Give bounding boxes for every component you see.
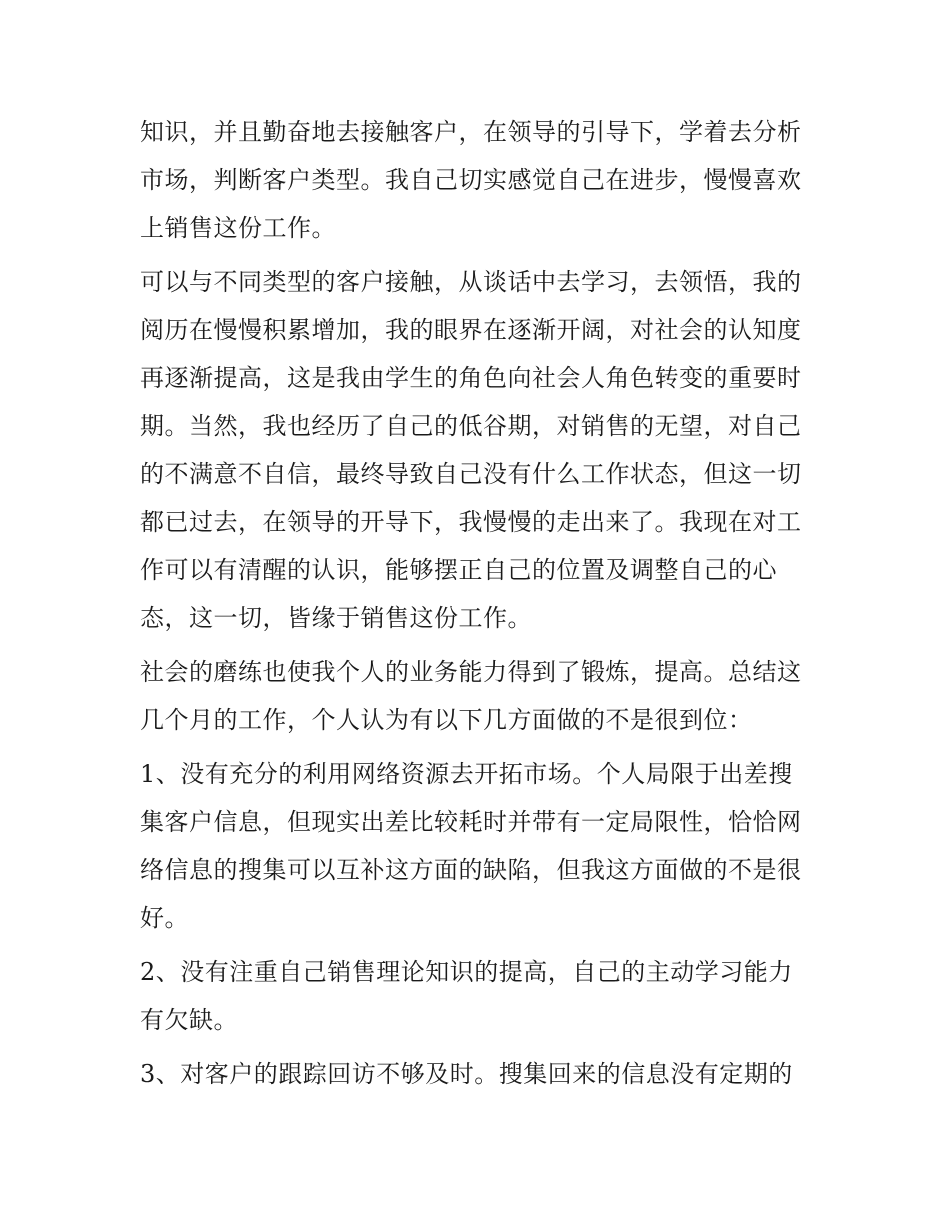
text-line: 集客户信息，但现实出差比较耗时并带有一定局限性，恰恰网 (140, 808, 802, 836)
text-line: 作可以有清醒的认识，能够摆正自己的位置及调整自己的心 (140, 556, 777, 584)
paragraph (140, 258, 812, 642)
list-item (140, 1050, 812, 1098)
text-line: 社会的磨练也使我个人的业务能力得到了锻炼，提高。总结这 (140, 658, 802, 686)
text-line: 有欠缺。 (140, 1006, 238, 1034)
text-line: 络信息的搜集可以互补这方面的缺陷，但我这方面做的不是很 (140, 856, 802, 884)
list-item (140, 750, 812, 942)
paragraph (140, 648, 812, 744)
text-line: 3、对客户的跟踪回访不够及时。搜集回来的信息没有定期的 (140, 1060, 793, 1088)
text-line: 的不满意不自信，最终导致自己没有什么工作状态，但这一切 (140, 460, 802, 488)
list-item (140, 948, 812, 1044)
document-body (140, 108, 812, 1098)
text-line: 好。 (140, 904, 189, 932)
text-line: 再逐渐提高，这是我由学生的角色向社会人角色转变的重要时 (140, 364, 802, 392)
text-line: 都已过去，在领导的开导下，我慢慢的走出来了。我现在对工 (140, 508, 802, 536)
text-line: 1、没有充分的利用网络资源去开拓市场。个人局限于出差搜 (140, 760, 793, 788)
text-line: 2、没有注重自己销售理论知识的提高，自己的主动学习能力 (140, 958, 793, 986)
text-line: 阅历在慢慢积累增加，我的眼界在逐渐开阔，对社会的认知度 (140, 316, 802, 344)
text-line: 期。当然，我也经历了自己的低谷期，对销售的无望，对自己 (140, 412, 802, 440)
text-line: 知识，并且勤奋地去接触客户，在领导的引导下，学着去分析 (140, 118, 802, 146)
text-line: 几个月的工作，个人认为有以下几方面做的不是很到位： (140, 706, 753, 734)
text-line: 市场，判断客户类型。我自己切实感觉自己在进步，慢慢喜欢 (140, 166, 802, 194)
paragraph (140, 108, 812, 252)
text-line: 态，这一切，皆缘于销售这份工作。 (140, 604, 532, 632)
text-line: 上销售这份工作。 (140, 214, 336, 242)
text-line: 可以与不同类型的客户接触，从谈话中去学习，去领悟，我的 (140, 268, 802, 296)
